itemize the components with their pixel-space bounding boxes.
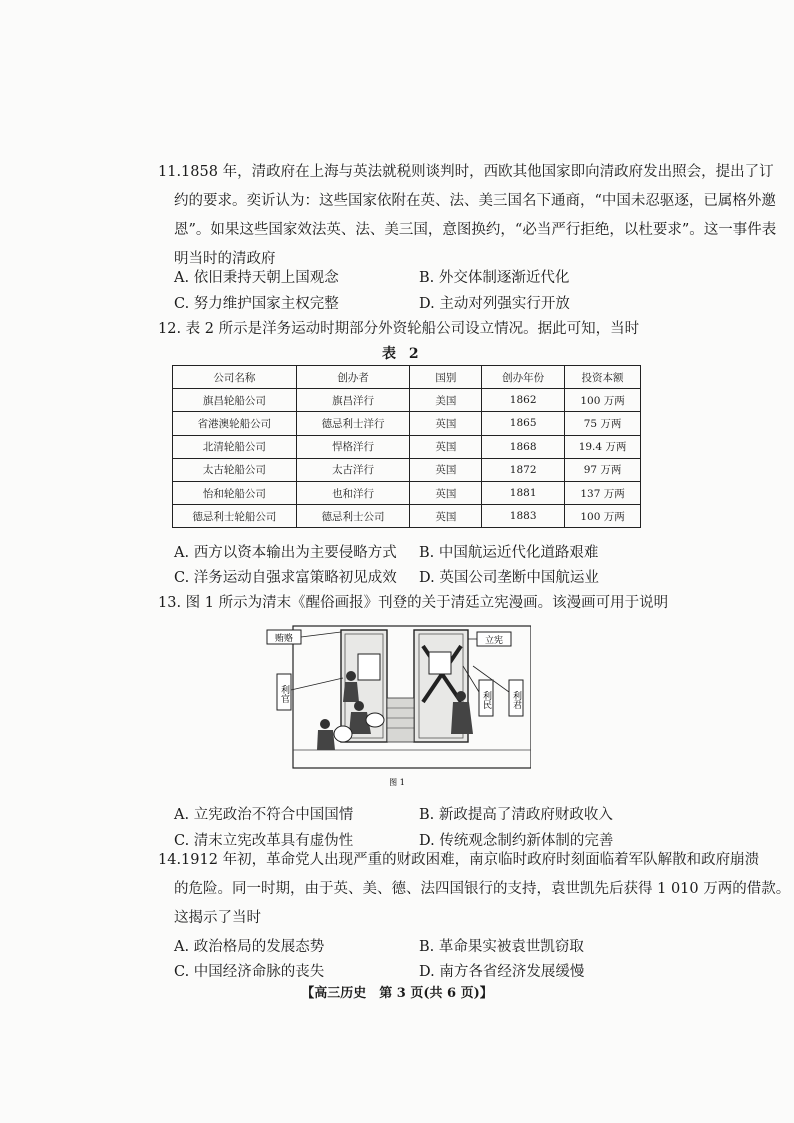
- table-row: [173, 505, 641, 528]
- q11-option-d: D. 主动对列强实行开放: [419, 296, 570, 312]
- table-row: [173, 481, 641, 504]
- label-benefit-people: 利民: [481, 691, 491, 709]
- table-cell: 1872: [482, 458, 565, 481]
- table-cell: 1883: [482, 505, 565, 528]
- table-cell: 137 万两: [565, 481, 641, 504]
- table-header: 公司名称: [173, 366, 297, 389]
- table-cell: 1862: [482, 389, 565, 412]
- table-cell: 德忌利士洋行: [296, 412, 410, 435]
- table-cell: 英国: [410, 505, 482, 528]
- label-bribe: 贿赂: [274, 634, 294, 644]
- q11-option-b: B. 外交体制逐渐近代化: [419, 270, 570, 286]
- table-cell: 97 万两: [565, 458, 641, 481]
- table-cell: 旗昌轮船公司: [173, 389, 297, 412]
- q14-line-2: 的危险。同一时期，由于英、美、德、法四国银行的支持，袁世凯先后获得 1 010 万两的借款。: [174, 881, 791, 897]
- q14-line-3: 这揭示了当时: [174, 910, 261, 926]
- table-cell: 太古轮船公司: [173, 458, 297, 481]
- q12-option-c: C. 洋务运动自强求富策略初见成效: [174, 570, 397, 586]
- table-cell: 省港澳轮船公司: [173, 412, 297, 435]
- table-row: [173, 389, 641, 412]
- table-cell: 100 万两: [565, 389, 641, 412]
- foreign-shipping-companies-table: [172, 365, 641, 528]
- q14-option-b: B. 革命果实被袁世凯窃取: [419, 939, 584, 955]
- table-cell: 1881: [482, 481, 565, 504]
- table-cell: 旗昌洋行: [296, 389, 410, 412]
- figure-caption: 图 1: [389, 778, 405, 787]
- table-row: [173, 435, 641, 458]
- table-cell: 德忌利士公司: [296, 505, 410, 528]
- q13-option-b: B. 新政提高了清政府财政收入: [419, 807, 613, 823]
- q13-stem: 13. 图 1 所示为清末《醒俗画报》刊登的关于清廷立宪漫画。该漫画可用于说明: [158, 595, 669, 611]
- q14-option-d: D. 南方各省经济发展缓慢: [419, 964, 585, 980]
- q14-option-a: A. 政治格局的发展态势: [174, 939, 325, 955]
- q11-line-1: 11.1858 年，清政府在上海与英法就税则谈判时，西欧其他国家即向清政府发出照会，提出了订: [158, 164, 774, 180]
- q11-option-c: C. 努力维护国家主权完整: [174, 296, 339, 312]
- q13-option-a: A. 立宪政治不符合中国国情: [174, 807, 354, 823]
- table-cell: 1865: [482, 412, 565, 435]
- table-caption: 表 2: [382, 346, 423, 362]
- q14-line-1: 14.1912 年初，革命党人出现严重的财政困难，南京临时政府时刻面临着军队解散和政府崩溃: [158, 852, 760, 868]
- table-cell: 英国: [410, 435, 482, 458]
- table-cell: 德忌利士轮船公司: [173, 505, 297, 528]
- q11-line-3: 恩”。如果这些国家效法英、法、美三国，意图换约，“必当严行拒绝，以杜要求”。这一事件表: [174, 222, 777, 238]
- page-footer: 【高三历史 第 3 页(共 6 页)】: [301, 986, 493, 1001]
- table-header: 国别: [410, 366, 482, 389]
- table-cell: 怡和轮船公司: [173, 481, 297, 504]
- table-cell: 太古洋行: [296, 458, 410, 481]
- label-benefit-official: 利官: [279, 685, 289, 703]
- table-cell: 1868: [482, 435, 565, 458]
- q11-line-2: 约的要求。奕䜣认为：这些国家依附在英、法、美三国名下通商，“中国未忍驱逐，已属格外邀: [174, 193, 776, 209]
- table-cell: 75 万两: [565, 412, 641, 435]
- q13-option-c: C. 清末立宪改革具有虚伪性: [174, 833, 354, 849]
- table-row: [173, 458, 641, 481]
- table-cell: 英国: [410, 481, 482, 504]
- table-cell: 英国: [410, 458, 482, 481]
- q12-stem: 12. 表 2 所示是洋务运动时期部分外资轮船公司设立情况。据此可知，当时: [158, 321, 640, 337]
- q12-option-a: A. 西方以资本输出为主要侵略方式: [174, 545, 397, 561]
- table-cell: 悍格洋行: [296, 435, 410, 458]
- q12-option-b: B. 中国航运近代化道路艰难: [419, 545, 599, 561]
- table-header: 创办年份: [482, 366, 565, 389]
- constitution-cartoon: [263, 622, 531, 797]
- table-cell: 100 万两: [565, 505, 641, 528]
- table-header: 投资本额: [565, 366, 641, 389]
- table-cell: 英国: [410, 412, 482, 435]
- q11-line-4: 明当时的清政府: [174, 251, 276, 267]
- table-header-row: [173, 366, 641, 389]
- table-cell: 北清轮船公司: [173, 435, 297, 458]
- table-header: 创办者: [296, 366, 410, 389]
- label-benefit-monarch: 利君: [511, 691, 521, 709]
- q14-option-c: C. 中国经济命脉的丧失: [174, 964, 325, 980]
- table-cell: 美国: [410, 389, 482, 412]
- table-cell: 也和洋行: [296, 481, 410, 504]
- label-constitution: 立宪: [484, 636, 504, 646]
- q13-option-d: D. 传统观念制约新体制的完善: [419, 833, 614, 849]
- q11-option-a: A. 依旧秉持天朝上国观念: [174, 270, 339, 286]
- table-cell: 19.4 万两: [565, 435, 641, 458]
- table-row: [173, 412, 641, 435]
- q12-option-d: D. 英国公司垄断中国航运业: [419, 570, 599, 586]
